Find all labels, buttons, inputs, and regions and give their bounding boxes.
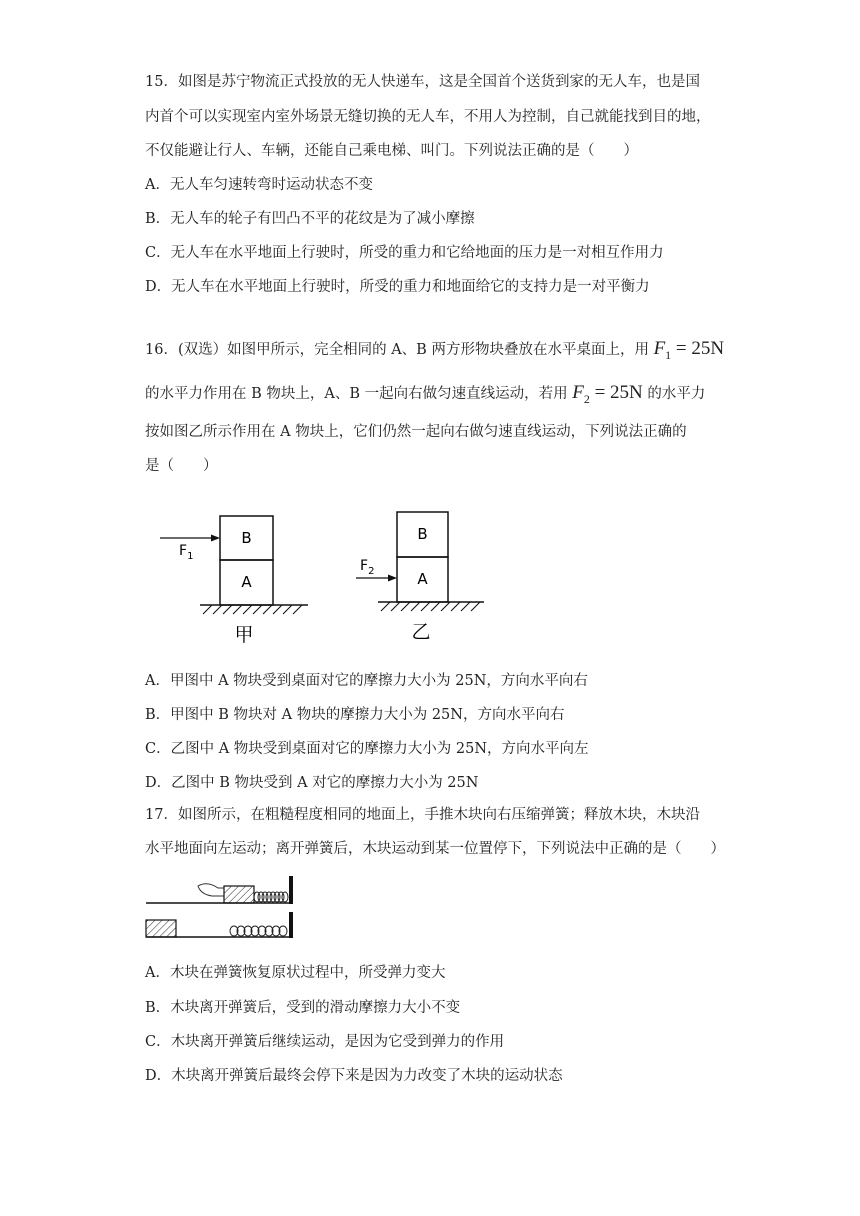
q17-spring-relaxed <box>230 926 287 936</box>
q16-stem-text-1: 16．(双选）如图甲所示，完全相同的 A、B 两方形物块叠放在水平桌面上，用 <box>145 342 649 358</box>
q16-option-a: A．甲图中 A 物块受到桌面对它的摩擦力大小为 25N，方向水平向右 <box>145 673 588 689</box>
q17-option-c: C．木块离开弹簧后继续运动，是因为它受到弹力的作用 <box>145 1034 505 1050</box>
q15-option-c: C．无人车在水平地面上行驶时，所受的重力和它给地面的压力是一对相互作用力 <box>145 245 664 261</box>
q16-stem-text-2a: 的水平力作用在 B 物块上，A、B 一起向右做匀速直线运动，若用 <box>145 386 568 402</box>
q17-block-top <box>224 886 254 903</box>
q16-option-b: B．甲图中 B 物块对 A 物块的摩擦力大小为 25N，方向水平向右 <box>145 707 565 723</box>
force-f2-arrowhead <box>388 575 397 582</box>
force-f2-symbol: F <box>360 558 369 574</box>
q15-stem-line-1: 15．如图是苏宁物流正式投放的无人快递车，这是全国首个送货到家的无人车，也是国 <box>145 74 700 90</box>
block-a-yi <box>397 557 448 602</box>
q15-option-a: A．无人车匀速转弯时运动状态不变 <box>145 177 373 193</box>
block-a-jia <box>220 560 273 605</box>
q16-option-c: C．乙图中 A 物块受到桌面对它的摩擦力大小为 25N，方向水平向左 <box>145 741 589 757</box>
q17-wall-top <box>289 876 293 904</box>
q16-f2-symbol: F <box>572 382 584 403</box>
q17-option-d: D．木块离开弹簧后最终会停下来是因为力改变了木块的运动状态 <box>145 1068 563 1084</box>
block-b-yi-label: B <box>417 525 428 543</box>
q16-f1-value: = 25N <box>671 338 725 359</box>
q16-f2-subscript: 2 <box>583 391 590 406</box>
q16-stem-line-2 <box>145 383 705 409</box>
q16-f2-value: = 25N <box>589 382 643 403</box>
q17-wall-bottom <box>289 912 293 938</box>
q16-f1-symbol: F <box>653 338 666 359</box>
q17-hand <box>198 884 224 896</box>
q16-stem-line-1 <box>145 339 724 365</box>
q17-panel-compressed <box>146 876 293 904</box>
force-f2-subscript: 2 <box>368 566 375 577</box>
q15-option-d: D．无人车在水平地面上行驶时，所受的重力和地面给它的支持力是一对平衡力 <box>145 279 650 295</box>
q15-option-b: B．无人车的轮子有凹凸不平的花纹是为了减小摩擦 <box>145 211 475 227</box>
block-b-jia <box>220 516 273 560</box>
q17-option-a: A．木块在弹簧恢复原状过程中，所受弹力变大 <box>145 965 446 981</box>
force-f1-symbol: F <box>179 543 188 559</box>
figure-yi <box>356 512 484 643</box>
ground-hatch-yi <box>381 602 480 611</box>
q16-stem-line-4: 是（ ） <box>145 458 218 474</box>
block-b-yi <box>397 512 448 557</box>
q17-stem-line-2: 水平地面向左运动；离开弹簧后，木块运动到某一位置停下，下列说法中正确的是（ ） <box>145 841 725 857</box>
q17-figure <box>146 876 293 938</box>
force-f2-label <box>360 558 374 577</box>
q16-f2-formula <box>572 382 643 406</box>
figure-yi-label: 乙 <box>411 621 431 643</box>
block-a-jia-label: A <box>241 573 252 591</box>
figure-jia <box>160 516 308 646</box>
q17-block-bottom <box>146 920 176 937</box>
force-f1-label <box>179 543 193 562</box>
q16-stem-text-2b: 的水平力 <box>647 386 706 402</box>
q17-stem-line-1: 17．如图所示，在粗糙程度相同的地面上，手推木块向右压缩弹簧；释放木块，木块沿 <box>145 807 700 823</box>
q17-option-b: B．木块离开弹簧后，受到的滑动摩擦力大小不变 <box>145 1000 461 1016</box>
force-f1-subscript: 1 <box>187 551 194 562</box>
q16-f1-formula <box>653 338 725 362</box>
ground-hatch-jia <box>203 605 302 614</box>
q15-stem-line-2: 内首个可以实现室内室外场景无缝切换的无人车，不用人为控制，自己就能找到目的地， <box>145 109 711 125</box>
q16-stem-line-3: 按如图乙所示作用在 A 物块上，它们仍然一起向右做匀速直线运动，下列说法正确的 <box>145 424 687 440</box>
q16-f1-subscript: 1 <box>665 347 672 362</box>
q15-stem-line-3: 不仅能避让行人、车辆，还能自己乘电梯、叫门。下列说法正确的是（ ） <box>145 143 638 159</box>
q17-panel-released <box>146 912 293 938</box>
q16-option-d: D．乙图中 B 物块受到 A 对它的摩擦力大小为 25N <box>145 775 479 791</box>
force-f1-arrowhead <box>211 535 220 542</box>
block-b-jia-label: B <box>241 529 252 547</box>
q17-spring-compressed <box>254 892 288 902</box>
figure-jia-label: 甲 <box>234 624 254 646</box>
block-a-yi-label: A <box>417 570 428 588</box>
